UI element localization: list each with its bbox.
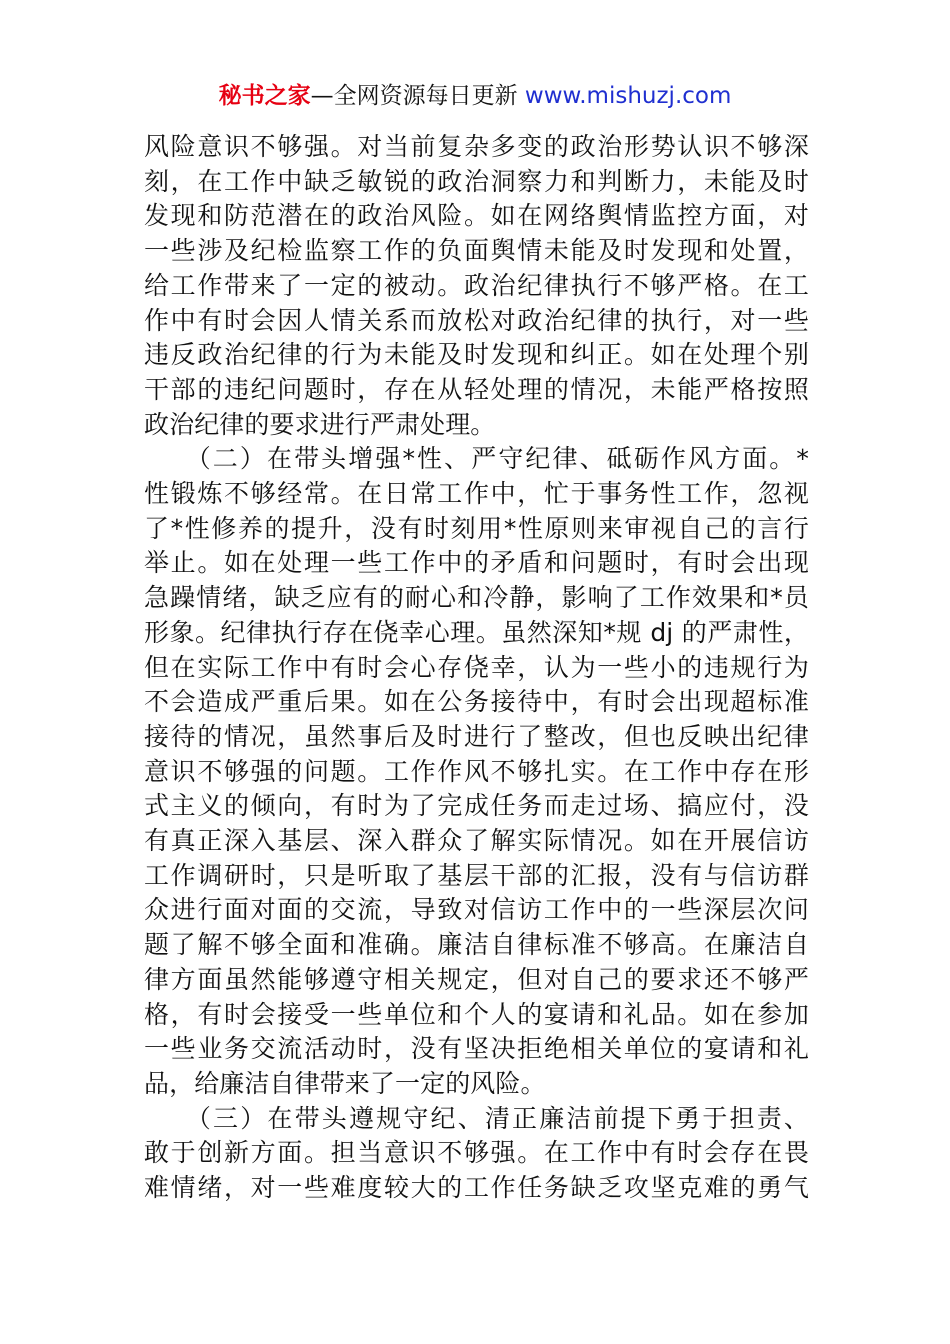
text-line: 违反政治纪律的行为未能及时发现和纠正。如在处理个别 [144, 340, 809, 370]
text-line: 一些业务交流活动时，没有坚决拒绝相关单位的宴请和礼 [144, 1034, 809, 1064]
text-line: 式主义的倾向，有时为了完成任务而走过场、搞应付，没 [144, 791, 809, 821]
text-line: 接待的情况，虽然事后及时进行了整改，但也反映出纪律 [144, 721, 809, 751]
text-line: 了*性修养的提升，没有时刻用*性原则来审视自己的言行 [144, 513, 809, 543]
section-heading-line: （三）在带头遵规守纪、清正廉洁前提下勇于担责、 [144, 1103, 809, 1133]
text-line: 敢于创新方面。担当意识不够强。在工作中有时会存在畏 [144, 1138, 809, 1168]
text-line: 难情绪，对一些难度较大的工作任务缺乏攻坚克难的勇气 [144, 1173, 809, 1203]
text-line: 急躁情绪，缺乏应有的耐心和冷静，影响了工作效果和*员 [144, 583, 809, 613]
text-line: 品，给廉洁自律带来了一定的风险。 [144, 1068, 546, 1098]
text-line: 意识不够强的问题。工作作风不够扎实。在工作中存在形 [144, 756, 809, 786]
text-line: 风险意识不够强。对当前复杂多变的政治形势认识不够深 [144, 132, 809, 161]
text-line: 性锻炼不够经常。在日常工作中，忙于事务性工作，忽视 [144, 479, 809, 509]
text-line: 工作调研时，只是听取了基层干部的汇报，没有与信访群 [144, 860, 809, 890]
text-line: 不会造成严重后果。如在公务接待中，有时会出现超标准 [144, 687, 809, 717]
text-line: 政治纪律的要求进行严肃处理。 [144, 409, 496, 439]
text-line: 给工作带来了一定的被动。政治纪律执行不够严格。在工 [144, 270, 809, 300]
text-line: 形象。纪律执行存在侥幸心理。虽然深知*规 dj 的严肃性， [144, 617, 809, 647]
text-line: 干部的违纪问题时，存在从轻处理的情况，未能严格按照 [144, 374, 809, 404]
site-tagline: —全网资源每日更新 [310, 83, 518, 109]
site-header [0, 80, 950, 112]
site-brand: 秘书之家 [218, 83, 311, 109]
section-heading-line: （二）在带头增强*性、严守纪律、砥砺作风方面。* [144, 444, 809, 474]
site-url-link[interactable]: www.mishuzj.com [524, 83, 732, 109]
text-line: 题了解不够全面和准确。廉洁自律标准不够高。在廉洁自 [144, 930, 809, 960]
text-line: 一些涉及纪检监察工作的负面舆情未能及时发现和处置， [144, 236, 809, 266]
text-line: 格，有时会接受一些单位和个人的宴请和礼品。如在参加 [144, 999, 809, 1029]
text-line: 众进行面对面的交流，导致对信访工作中的一些深层次问 [144, 895, 809, 925]
text-line: 举止。如在处理一些工作中的矛盾和问题时，有时会出现 [144, 548, 809, 578]
text-line: 律方面虽然能够遵守相关规定，但对自己的要求还不够严 [144, 964, 809, 994]
text-line: 刻，在工作中缺乏敏锐的政治洞察力和判断力，未能及时 [144, 166, 809, 196]
text-line: 有真正深入基层、深入群众了解实际情况。如在开展信访 [144, 826, 809, 856]
text-line: 作中有时会因人情关系而放松对政治纪律的执行，对一些 [144, 305, 809, 335]
document-body [144, 130, 809, 1206]
text-line: 发现和防范潜在的政治风险。如在网络舆情监控方面，对 [144, 201, 809, 231]
text-line: 但在实际工作中有时会心存侥幸，认为一些小的违规行为 [144, 652, 809, 682]
